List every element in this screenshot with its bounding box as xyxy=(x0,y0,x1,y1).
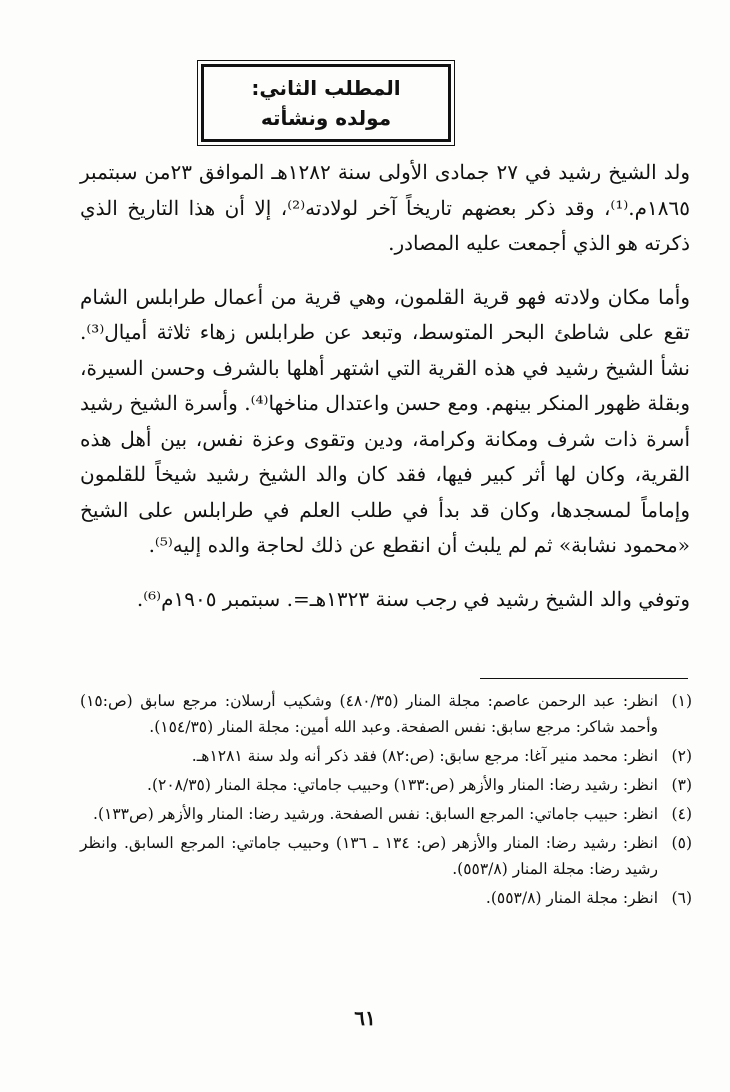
footnote xyxy=(80,688,692,740)
footnote-text: انظر: رشيد رضا: المنار والأزهر (ص: ١٣٤ ـ ١٣٦) وحبيب جاماتي: المرجع السابق. وانظر رشيد رضا: مجلة المنار (٥٥٣/٨). xyxy=(80,834,658,878)
page-number: ٦١ xyxy=(354,1006,376,1030)
section-title-frame xyxy=(197,60,455,146)
footnotes xyxy=(80,688,692,914)
footnote-number: (٢) xyxy=(671,747,692,765)
footnote-number: (٣) xyxy=(671,776,692,794)
footnote-text: انظر: رشيد رضا: المنار والأزهر (ص:١٣٣) وحبيب جاماتي: مجلة المنار (٢٠٨/٣٥). xyxy=(147,776,658,794)
section-title: المطلب الثاني: xyxy=(251,76,401,100)
footnote xyxy=(80,772,692,798)
footnote-text: انظر: مجلة المنار (٥٥٣/٨). xyxy=(485,889,658,907)
main-text xyxy=(80,155,690,617)
paragraph-birthplace: وأما مكان ولادته فهو قرية القلمون، وهي قرية من أعمال طرابلس الشام تقع على شاطئ البحر المتوسط، وتبعد عن طرابلس زهاء ثلاثة أميال⁽³⁾. نشأ الشيخ رشيد في هذه القرية التي اشتهر أهلها بالشرف وحسن السيرة، وبقلة ظهور المنكر بينهم. ومع حسن واعتدال مناخها⁽⁴⁾. وأسرة الشيخ رشيد أسرة ذات شرف ومكانة وكرامة، ودين وتقوى وعزة نفس، بين أهل هذه القرية، وكان لها أثر كبير فيها، فقد كان والد الشيخ رشيد شيخاً للقلمون وإماماً لمسجدها، وكان قد بدأ في طلب العلم في طرابلس على الشيخ «محمود نشابة» ثم لم يلبث أن انقطع عن ذلك لحاجة والده إليه⁽⁵⁾. xyxy=(80,284,690,557)
footnote xyxy=(80,885,692,911)
footnote-text: انظر: حبيب جاماتي: المرجع السابق: نفس الصفحة. ورشيد رضا: المنار والأزهر (ص١٣٣). xyxy=(93,805,658,823)
footnote-number: (١) xyxy=(671,692,692,710)
footnote xyxy=(80,801,692,827)
section-title-inner-frame xyxy=(201,64,451,142)
footnote xyxy=(80,743,692,769)
footnote-number: (٤) xyxy=(671,805,692,823)
footnote-number: (٥) xyxy=(671,834,692,852)
section-subtitle: مولده ونشأته xyxy=(260,106,392,130)
paragraph-father-death: وتوفي والد الشيخ رشيد في رجب سنة ١٣٢٣هـ=. سبتمبر ١٩٠٥م⁽⁶⁾. xyxy=(136,586,690,611)
footnote-text: انظر: محمد منير آغا: مرجع سابق: (ص:٨٢) فقد ذكر أنه ولد سنة ١٢٨١هـ. xyxy=(191,747,658,765)
footnote-number: (٦) xyxy=(671,889,692,907)
footnote-separator xyxy=(480,678,688,679)
paragraph-birth-date: ولد الشيخ رشيد في ٢٧ جمادى الأولى سنة ١٢٨٢هـ الموافق ٢٣من سبتمبر ١٨٦٥م.⁽¹⁾، وقد ذكر بعضهم تاريخاً آخر لولادته⁽²⁾، إلا أن هذا التاريخ الذي ذكرته هو الذي أجمعت عليه المصادر. xyxy=(80,160,691,255)
footnote xyxy=(80,830,692,882)
footnote-text: انظر: عبد الرحمن عاصم: مجلة المنار (٤٨٠/٣٥) وشكيب أرسلان: مرجع سابق (ص:١٥) وأحمد شاكر: مرجع سابق: نفس الصفحة. وعبد الله أمين: مجلة المنار (١٥٤/٣٥). xyxy=(80,692,658,736)
